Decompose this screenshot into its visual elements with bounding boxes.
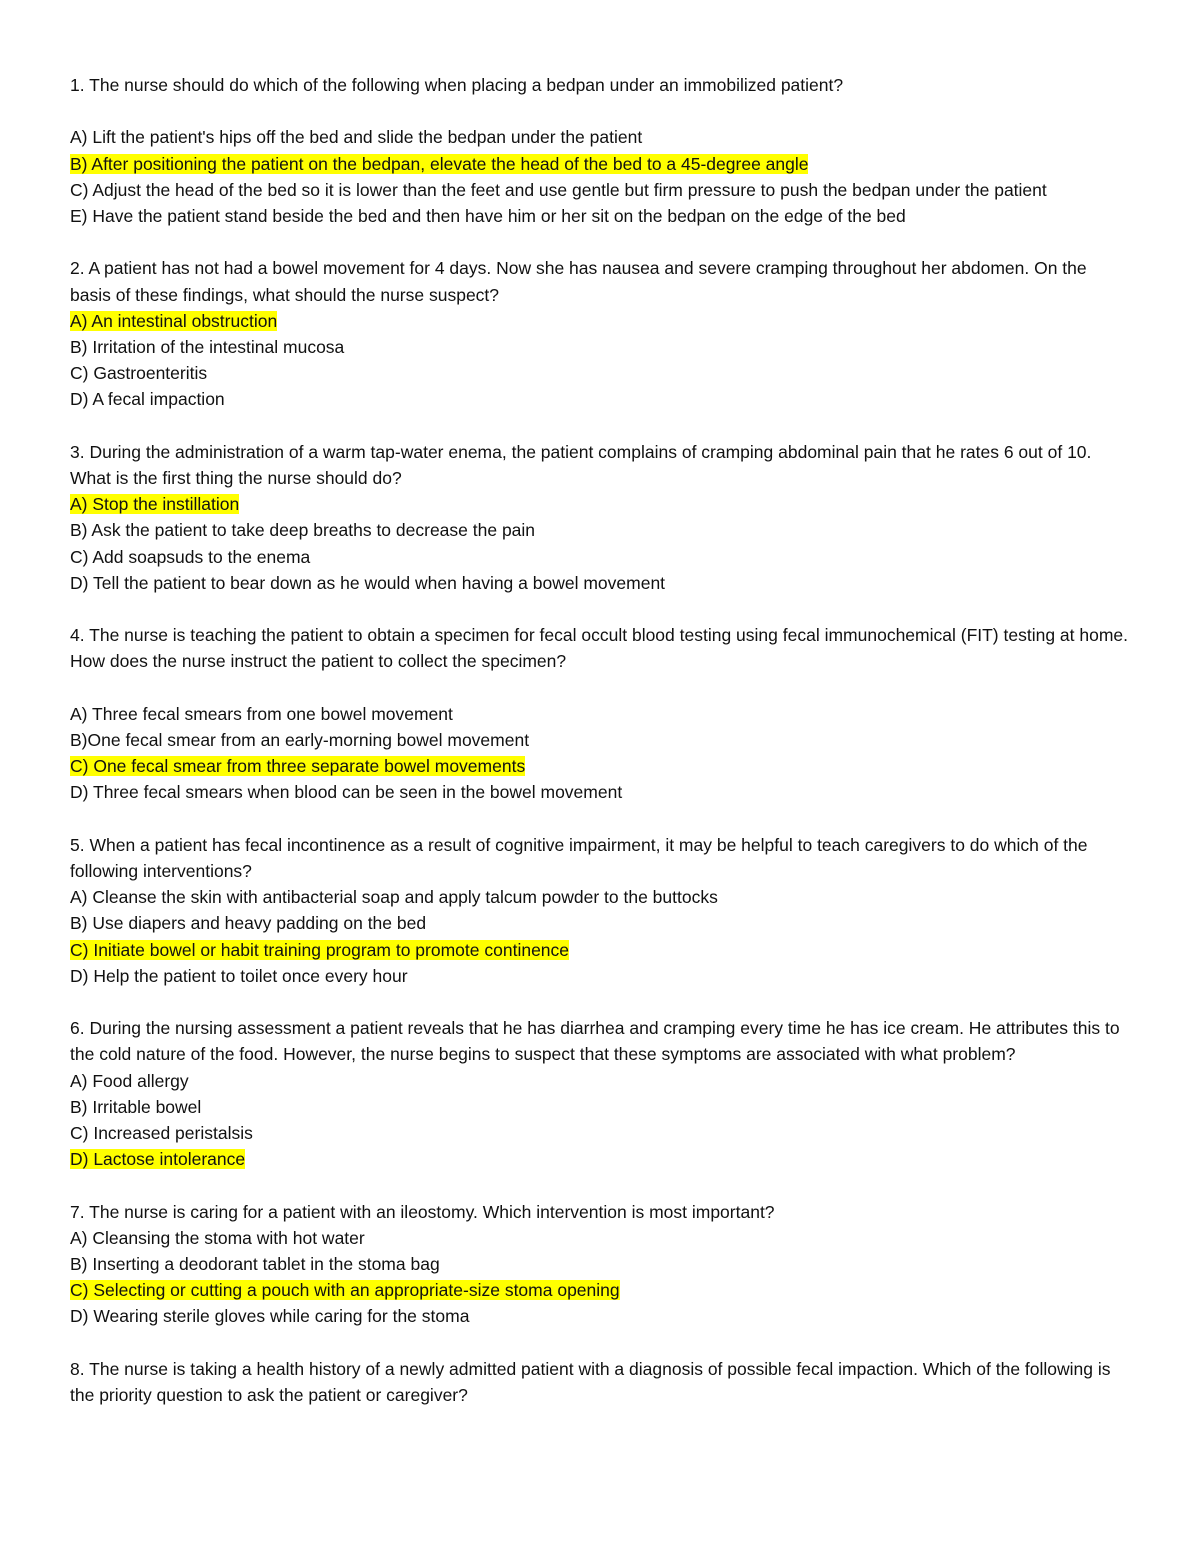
- question-stem: 6. During the nursing assessment a patient reveals that he has diarrhea and cramping every time he has ice cream. He attributes this to the cold nature of the food. However, the nurse begins to suspect that these symptoms are associated with what problem?: [70, 1018, 1120, 1065]
- answer-option: [70, 1303, 1130, 1329]
- answer-text: B) Use diapers and heavy padding on the bed: [70, 913, 427, 934]
- answer-option: [70, 884, 1130, 910]
- question-stem: 4. The nurse is teaching the patient to obtain a specimen for fecal occult blood testing using fecal immunochemical (FIT) testing at home. How does the nurse instruct the patient to collect the specimen?: [70, 625, 1129, 672]
- question-stem: 8. The nurse is taking a health history of a newly admitted patient with a diagnosis of possible fecal impaction. Which of the following is the priority question to ask the patient or caregiver?: [70, 1358, 1111, 1406]
- answer-option: [70, 1225, 1130, 1251]
- answer-option: [70, 1068, 1130, 1094]
- answer-text: C) Gastroenteritis: [70, 363, 208, 384]
- answer-option: [70, 570, 1130, 596]
- answer-text: C) Adjust the head of the bed so it is lower than the feet and use gentle but firm pressure to push the bedpan under the patient: [70, 179, 1047, 200]
- question-stem: 1. The nurse should do which of the following when placing a bedpan under an immobilized patient?: [70, 75, 844, 95]
- highlighted-answer-text: C) Initiate bowel or habit training program to promote continence: [70, 939, 570, 960]
- answer-text: A) Three fecal smears from one bowel movement: [70, 703, 453, 724]
- answer-option: [70, 779, 1130, 805]
- answer-option: [70, 910, 1130, 936]
- answer-option: [70, 1251, 1130, 1277]
- answer-option: [70, 308, 1130, 334]
- answer-option: [70, 151, 1130, 177]
- blank-line: [70, 675, 1130, 701]
- answer-option: [70, 1277, 1130, 1303]
- answer-text: A) Food allergy: [70, 1070, 189, 1091]
- blank-line: [70, 98, 1130, 124]
- answer-option: [70, 1120, 1130, 1146]
- answer-option: [70, 753, 1130, 779]
- question-4: [70, 622, 1130, 805]
- question-6: [70, 1015, 1130, 1172]
- answer-option: [70, 727, 1130, 753]
- answer-text: B) Inserting a deodorant tablet in the stoma bag: [70, 1254, 440, 1275]
- answer-text: B) Ask the patient to take deep breaths to decrease the pain: [70, 520, 536, 541]
- highlighted-answer-text: D) Lactose intolerance: [70, 1149, 246, 1170]
- answer-option: [70, 1146, 1130, 1172]
- answer-option: [70, 963, 1130, 989]
- answer-text: B) Irritable bowel: [70, 1096, 202, 1117]
- question-5: [70, 832, 1130, 989]
- question-stem: 3. During the administration of a warm tap-water enema, the patient complains of cramping abdominal pain that he rates 6 out of 10. What is the first thing the nurse should do?: [70, 441, 1092, 488]
- answer-option: [70, 1094, 1130, 1120]
- highlighted-answer-text: B) After positioning the patient on the bedpan, elevate the head of the bed to a 45-degree angle: [70, 153, 809, 174]
- answer-text: D) Three fecal smears when blood can be seen in the bowel movement: [70, 782, 623, 803]
- question-8: [70, 1356, 1130, 1408]
- answer-option: [70, 517, 1130, 543]
- question-stem: 7. The nurse is caring for a patient with an ileostomy. Which intervention is most important?: [70, 1201, 775, 1222]
- answer-text: B)One fecal smear from an early-morning bowel movement: [70, 730, 530, 750]
- answer-option: [70, 360, 1130, 386]
- question-stem: 2. A patient has not had a bowel movement for 4 days. Now she has nausea and severe cramping throughout her abdomen. On the basis of these findings, what should the nurse suspect?: [70, 258, 1087, 305]
- answer-text: C) Add soapsuds to the enema: [70, 546, 311, 567]
- question-3: [70, 439, 1130, 596]
- answer-text: D) A fecal impaction: [70, 389, 225, 410]
- answer-text: D) Wearing sterile gloves while caring for the stoma: [70, 1306, 470, 1327]
- answer-text: E) Have the patient stand beside the bed and then have him or her sit on the bedpan on the edge of the bed: [70, 206, 906, 226]
- highlighted-answer-text: C) One fecal smear from three separate bowel movements: [70, 756, 526, 777]
- answer-option: [70, 701, 1130, 727]
- highlighted-answer-text: A) Stop the instillation: [70, 494, 240, 515]
- answer-option: [70, 177, 1130, 203]
- answer-text: A) Cleansing the stoma with hot water: [70, 1227, 365, 1248]
- answer-option: [70, 937, 1130, 963]
- document-page: [70, 72, 1130, 1434]
- highlighted-answer-text: A) An intestinal obstruction: [70, 310, 278, 331]
- question-1: [70, 72, 1130, 229]
- answer-option: [70, 334, 1130, 360]
- answer-text: B) Irritation of the intestinal mucosa: [70, 337, 345, 357]
- highlighted-answer-text: C) Selecting or cutting a pouch with an appropriate-size stoma opening: [70, 1280, 620, 1301]
- answer-option: [70, 124, 1130, 150]
- answer-text: A) Cleanse the skin with antibacterial soap and apply talcum powder to the buttocks: [70, 887, 718, 908]
- question-stem: 5. When a patient has fecal incontinence as a result of cognitive impairment, it may be helpful to teach caregivers to do which of the following interventions?: [70, 834, 1088, 881]
- answer-option: [70, 491, 1130, 517]
- answer-text: A) Lift the patient's hips off the bed and slide the bedpan under the patient: [70, 127, 643, 148]
- answer-text: D) Tell the patient to bear down as he would when having a bowel movement: [70, 572, 666, 593]
- answer-option: [70, 544, 1130, 570]
- answer-option: [70, 386, 1130, 412]
- answer-option: [70, 203, 1130, 229]
- question-2: [70, 255, 1130, 412]
- answer-text: D) Help the patient to toilet once every hour: [70, 965, 408, 986]
- question-7: [70, 1199, 1130, 1330]
- answer-text: C) Increased peristalsis: [70, 1123, 253, 1144]
